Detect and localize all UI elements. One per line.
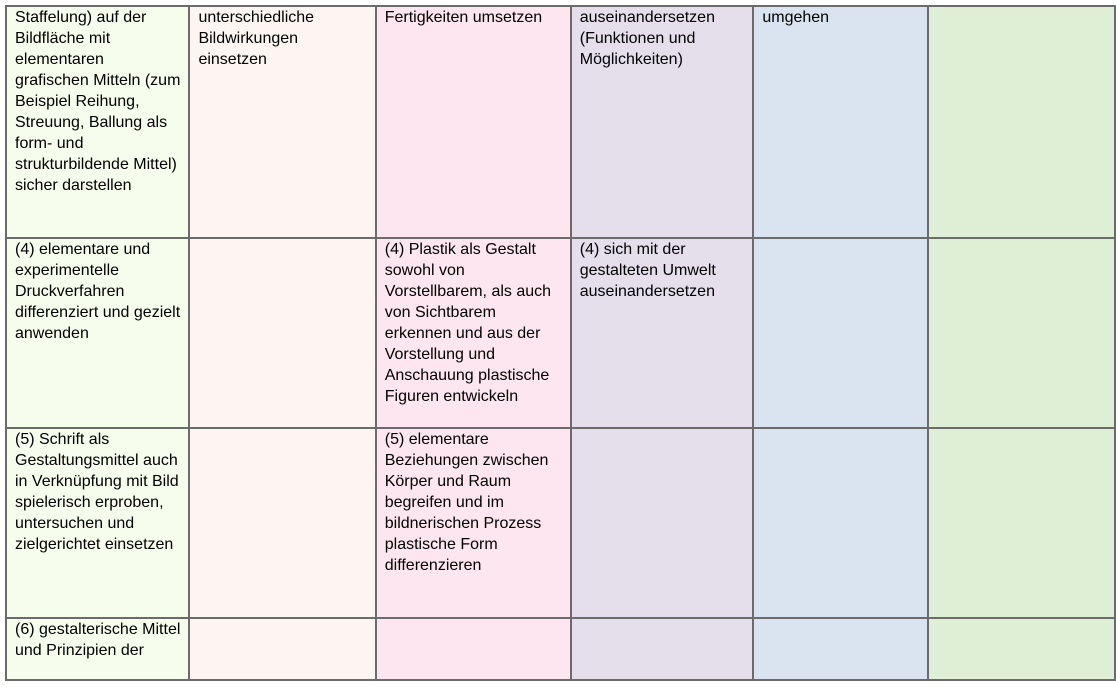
table-cell	[571, 618, 754, 680]
table-cell: (4) Plastik als Gestalt sowohl von Vorstellbarem, als auch von Sichtbarem erkennen und aus der Vorstellung und Anschauung plastische Figuren entwickeln	[376, 238, 571, 428]
table-cell	[753, 238, 928, 428]
table-row	[6, 428, 1115, 618]
curriculum-table	[5, 5, 1116, 681]
table-cell: auseinandersetzen (Funktionen und Möglichkeiten)	[571, 6, 754, 238]
table-row	[6, 238, 1115, 428]
table-cell	[753, 618, 928, 680]
table-cell	[571, 428, 754, 618]
table-cell	[189, 428, 375, 618]
table-cell: Fertigkeiten umsetzen	[376, 6, 571, 238]
table-cell	[928, 428, 1115, 618]
table-cell	[376, 618, 571, 680]
table-cell: Staffelung) auf der Bildfläche mit elementaren grafischen Mitteln (zum Beispiel Reihung, Streuung, Ballung als form- und strukturbildende Mittel) sicher darstellen	[6, 6, 189, 238]
table-cell	[928, 618, 1115, 680]
table-cell	[753, 428, 928, 618]
table-cell	[189, 618, 375, 680]
table-cell	[928, 6, 1115, 238]
table-cell: (5) Schrift als Gestaltungsmittel auch in Verknüpfung mit Bild spielerisch erproben, untersuchen und zielgerichtet einsetzen	[6, 428, 189, 618]
table-row	[6, 6, 1115, 238]
table-cell: (5) elementare Beziehungen zwischen Körper und Raum begreifen und im bildnerischen Prozess plastische Form differenzieren	[376, 428, 571, 618]
table-cell	[928, 238, 1115, 428]
table-cell: umgehen	[753, 6, 928, 238]
table-cell: (4) elementare und experimentelle Druckverfahren differenziert und gezielt anwenden	[6, 238, 189, 428]
table-cell: (4) sich mit der gestalteten Umwelt auseinandersetzen	[571, 238, 754, 428]
table-cell	[189, 238, 375, 428]
table-cell: unterschiedliche Bildwirkungen einsetzen	[189, 6, 375, 238]
table-row	[6, 618, 1115, 680]
table-cell: (6) gestalterische Mittel und Prinzipien der	[6, 618, 189, 680]
